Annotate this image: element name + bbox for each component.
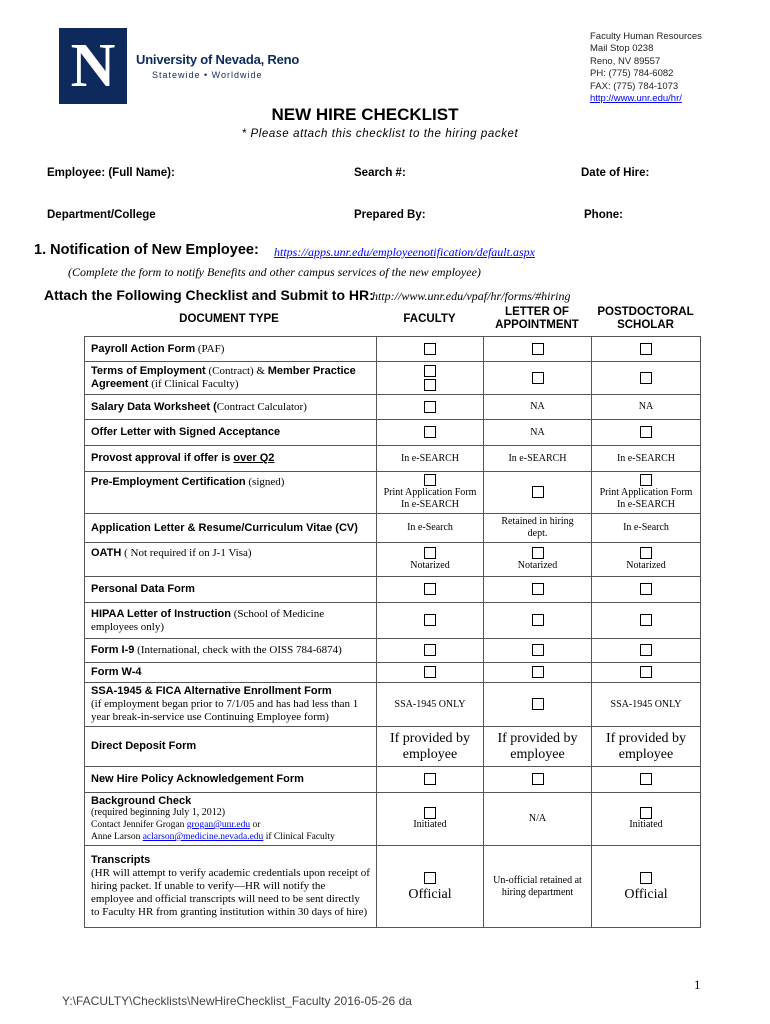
table-row (85, 472, 701, 514)
faculty-cell (377, 639, 484, 663)
doc-detail: Contact Jennifer Grogan (91, 820, 187, 830)
section1-note: (Complete the form to notify Benefits and other campus services of the new employee) (68, 265, 481, 279)
faculty-note: Print Application Form (383, 486, 477, 498)
col-post-line: POSTDOCTORAL (597, 306, 694, 318)
doc-cell (85, 446, 377, 472)
faculty-checkbox[interactable] (424, 583, 436, 595)
university-logo (59, 28, 127, 104)
post-note: Official (624, 886, 668, 902)
faculty-cell (377, 395, 484, 420)
table-row (85, 639, 701, 663)
table-row (85, 362, 701, 395)
employee-notification-link[interactable]: https://apps.unr.edu/employeenotification/default.aspx (274, 245, 535, 259)
faculty-cell (377, 767, 484, 793)
doc-cell (85, 472, 377, 514)
doc-detail: (required beginning July 1, 2012) (91, 807, 226, 818)
faculty-checkbox[interactable] (424, 547, 436, 559)
prepared-by-label: Prepared By: (354, 209, 426, 221)
post-cell: In e-SEARCH (592, 446, 701, 472)
table-row (85, 663, 701, 683)
loa-cell (484, 727, 592, 767)
loa-cell (484, 472, 592, 514)
post-cell (592, 793, 701, 846)
post-cell (592, 639, 701, 663)
loa-cell: N/A (484, 793, 592, 846)
col-loa-line: LETTER OF (505, 306, 569, 318)
office-url-link[interactable]: http://www.unr.edu/hr/ (590, 93, 682, 105)
doc-name: Transcripts (91, 854, 151, 866)
faculty-checkbox[interactable] (424, 365, 436, 377)
doc-name: Personal Data Form (91, 583, 195, 595)
faculty-checkbox[interactable] (424, 807, 436, 819)
loa-checkbox[interactable] (532, 486, 544, 498)
faculty-note: In e-SEARCH (400, 498, 460, 510)
doc-name: Salary Data Worksheet ( (91, 400, 217, 413)
post-cell (592, 603, 701, 639)
table-row (85, 446, 701, 472)
post-cell (592, 577, 701, 603)
col-postdoctoral-scholar (591, 306, 700, 332)
doc-cell (85, 603, 377, 639)
faculty-cell (377, 663, 484, 683)
doc-name: Form I-9 (91, 644, 135, 656)
faculty-checkbox[interactable] (424, 872, 436, 884)
doc-name: Direct Deposit Form (91, 740, 197, 752)
doc-cell (85, 767, 377, 793)
doc-detail: (if Clinical Faculty) (148, 378, 239, 390)
faculty-checkbox[interactable] (424, 401, 436, 413)
post-note: employee (618, 746, 674, 762)
post-cell (592, 727, 701, 767)
col-letter-of-appointment (483, 306, 591, 332)
office-phone: PH: (775) 784-6082 (590, 68, 674, 80)
faculty-cell: In e-SEARCH (377, 446, 484, 472)
loa-note: Un-official retained at (493, 874, 582, 886)
loa-checkbox[interactable] (532, 666, 544, 678)
table-row (85, 337, 701, 362)
post-cell (592, 543, 701, 577)
table-row (85, 727, 701, 767)
doc-detail: Contract Calculator) (216, 400, 307, 413)
faculty-checkbox[interactable] (424, 379, 436, 391)
table-row (85, 767, 701, 793)
page-title: NEW HIRE CHECKLIST (271, 105, 459, 124)
post-checkbox[interactable] (640, 614, 652, 626)
faculty-note: Initiated (413, 819, 447, 831)
logo-letter: N (70, 32, 116, 100)
post-cell (592, 663, 701, 683)
loa-cell (484, 603, 592, 639)
post-checkbox[interactable] (640, 474, 652, 486)
faculty-cell (377, 577, 484, 603)
loa-note: Notarized (517, 559, 558, 571)
table-row (85, 603, 701, 639)
faculty-cell (377, 793, 484, 846)
post-checkbox[interactable] (640, 872, 652, 884)
section2-heading: Attach the Following Checklist and Submit to HR: (44, 287, 374, 303)
doc-name: SSA-1945 & FICA Alternative Enrollment Form (91, 685, 332, 697)
table-row (85, 420, 701, 446)
table-row (85, 514, 701, 543)
loa-checkbox[interactable] (532, 547, 544, 559)
page-subtitle: * Please attach this checklist to the hiring packet (241, 128, 519, 140)
faculty-checkbox[interactable] (424, 426, 436, 438)
office-fax: FAX: (775) 784-1073 (590, 80, 679, 92)
search-number-label: Search #: (354, 167, 406, 179)
university-name: University of Nevada, Reno (136, 52, 300, 67)
forms-url: http://www.unr.edu/vpaf/hr/forms/#hiring (372, 289, 571, 303)
university-tagline: Statewide • Worldwide (152, 70, 263, 80)
page-number: 1 (694, 977, 701, 992)
date-of-hire-label: Date of Hire: (581, 167, 650, 179)
loa-checkbox[interactable] (532, 644, 544, 656)
loa-note: dept. (527, 528, 548, 539)
post-note: Notarized (626, 559, 666, 571)
table-row (85, 793, 701, 846)
doc-name: Provost approval if offer is (91, 452, 234, 464)
loa-checkbox[interactable] (532, 372, 544, 384)
post-cell: NA (592, 395, 701, 420)
post-cell (592, 472, 701, 514)
loa-note: hiring department (501, 886, 574, 898)
loa-checkbox[interactable] (532, 773, 544, 785)
doc-detail: ( Not required if on J-1 Visa) (121, 547, 252, 559)
doc-detail: (if employment began prior to 7/1/05 and has had less than 1 year break-in-service use Continuing Employee form) (91, 698, 359, 723)
faculty-cell (377, 420, 484, 446)
faculty-cell (377, 603, 484, 639)
loa-cell (484, 767, 592, 793)
loa-note: If provided by (497, 730, 578, 746)
doc-name: Payroll Action Form (91, 342, 196, 355)
table-row (85, 543, 701, 577)
doc-cell (85, 362, 377, 395)
faculty-checkbox[interactable] (424, 474, 436, 486)
post-cell (592, 362, 701, 395)
faculty-checkbox[interactable] (424, 614, 436, 626)
table-row (85, 846, 701, 928)
post-checkbox[interactable] (640, 343, 652, 355)
faculty-note: employee (402, 746, 458, 762)
doc-detail: (HR will attempt to verify academic credentials upon receipt of hiring packet. If unable to verify—HR will notify the employee and official transcripts will need to be sent directly to Faculty HR from granting institution within 30 days of hire) (91, 867, 370, 918)
post-note: Initiated (629, 819, 663, 831)
faculty-note: Notarized (410, 559, 450, 571)
loa-note: employee (510, 746, 565, 762)
faculty-cell (377, 362, 484, 395)
doc-cell (85, 337, 377, 362)
loa-cell (484, 362, 592, 395)
post-checkbox[interactable] (640, 644, 652, 656)
doc-name: Background Check (91, 795, 192, 807)
faculty-cell (377, 727, 484, 767)
doc-detail: (International, check with the OISS 784-6874) (134, 644, 342, 656)
loa-cell: NA (484, 395, 592, 420)
doc-cell (85, 639, 377, 663)
doc-name: HIPAA Letter of Instruction (91, 607, 231, 620)
post-checkbox[interactable] (640, 583, 652, 595)
doc-name: New Hire Policy Acknowledgement Form (91, 773, 304, 785)
loa-cell (484, 663, 592, 683)
doc-name: Application Letter & Resume/Curriculum Vitae (CV) (91, 521, 358, 534)
loa-cell (484, 683, 592, 727)
post-checkbox[interactable] (640, 426, 652, 438)
doc-name: OATH (91, 547, 122, 559)
doc-cell (85, 793, 377, 846)
loa-cell (484, 514, 592, 543)
doc-detail: Anne Larson (91, 832, 143, 842)
doc-cell (85, 663, 377, 683)
faculty-checkbox[interactable] (424, 343, 436, 355)
faculty-checkbox[interactable] (424, 666, 436, 678)
loa-cell (484, 337, 592, 362)
doc-name: Form W-4 (91, 666, 142, 678)
table-row (85, 683, 701, 727)
faculty-cell (377, 846, 484, 928)
doc-name: Member Practice Agreement (91, 365, 356, 390)
file-path-footer: Y:\FACULTY\Checklists\NewHireChecklist_Faculty 2016-05-26 da (62, 994, 412, 1008)
loa-checkbox[interactable] (532, 698, 544, 710)
doc-name: Pre-Employment Certification (91, 476, 246, 488)
post-checkbox[interactable] (640, 773, 652, 785)
phone-label: Phone: (584, 209, 623, 221)
loa-checkbox[interactable] (532, 614, 544, 626)
post-note: If provided by (605, 730, 687, 746)
post-checkbox[interactable] (640, 807, 652, 819)
post-cell: In e-Search (592, 514, 701, 543)
faculty-cell (377, 543, 484, 577)
office-line: Mail Stop 0238 (590, 43, 654, 55)
doc-detail: (signed) (245, 476, 285, 488)
doc-detail: if Clinical Faculty (263, 832, 335, 842)
section1-heading: 1. Notification of New Employee: (34, 242, 259, 258)
col-post-line: SCHOLAR (617, 319, 674, 331)
loa-checkbox[interactable] (532, 343, 544, 355)
loa-cell (484, 543, 592, 577)
doc-cell (85, 395, 377, 420)
table-row (85, 395, 701, 420)
doc-cell (85, 420, 377, 446)
doc-detail: (School of Medicine employees only) (91, 607, 325, 633)
faculty-note: If provided by (389, 730, 471, 746)
doc-name-emphasis: over Q2 (233, 452, 275, 464)
post-checkbox[interactable] (640, 666, 652, 678)
post-checkbox[interactable] (640, 372, 652, 384)
post-note: Print Application Form (599, 486, 693, 498)
doc-cell (85, 683, 377, 727)
post-note: In e-SEARCH (616, 498, 676, 510)
doc-detail: (PAF) (195, 342, 225, 355)
loa-cell (484, 577, 592, 603)
faculty-cell: In e-Search (377, 514, 484, 543)
doc-detail: or (250, 820, 261, 830)
post-checkbox[interactable] (640, 547, 652, 559)
department-label: Department/College (47, 209, 156, 221)
loa-note: Retained in hiring (501, 516, 574, 527)
faculty-checkbox[interactable] (424, 644, 436, 656)
loa-cell: In e-SEARCH (484, 446, 592, 472)
col-loa-line: APPOINTMENT (495, 319, 579, 331)
faculty-cell: SSA-1945 ONLY (377, 683, 484, 727)
post-cell (592, 767, 701, 793)
col-faculty: FACULTY (403, 313, 456, 325)
employee-name-label: Employee: (Full Name): (47, 167, 175, 179)
doc-name: Offer Letter with Signed Acceptance (91, 426, 281, 438)
loa-cell (484, 846, 592, 928)
doc-cell (85, 727, 377, 767)
table-row (85, 577, 701, 603)
email-link[interactable]: grogan@unr.edu (186, 820, 251, 830)
faculty-note: Official (408, 886, 452, 902)
doc-cell (85, 514, 377, 543)
doc-cell (85, 543, 377, 577)
loa-cell (484, 639, 592, 663)
checklist-table (84, 336, 701, 928)
loa-checkbox[interactable] (532, 583, 544, 595)
office-address (590, 31, 702, 105)
faculty-cell (377, 472, 484, 514)
post-cell (592, 420, 701, 446)
col-document-type: DOCUMENT TYPE (179, 313, 279, 325)
doc-cell (85, 577, 377, 603)
faculty-checkbox[interactable] (424, 773, 436, 785)
post-cell (592, 337, 701, 362)
post-cell: SSA-1945 ONLY (592, 683, 701, 727)
doc-cell (85, 846, 377, 928)
email-link[interactable]: aclarson@medicine.nevada.edu (142, 832, 264, 842)
loa-cell: NA (484, 420, 592, 446)
doc-detail: (Contract) & (205, 365, 268, 377)
office-line: Reno, NV 89557 (590, 55, 661, 67)
office-line: Faculty Human Resources (590, 31, 702, 42)
doc-name: Terms of Employment (91, 365, 206, 377)
faculty-cell (377, 337, 484, 362)
post-cell (592, 846, 701, 928)
